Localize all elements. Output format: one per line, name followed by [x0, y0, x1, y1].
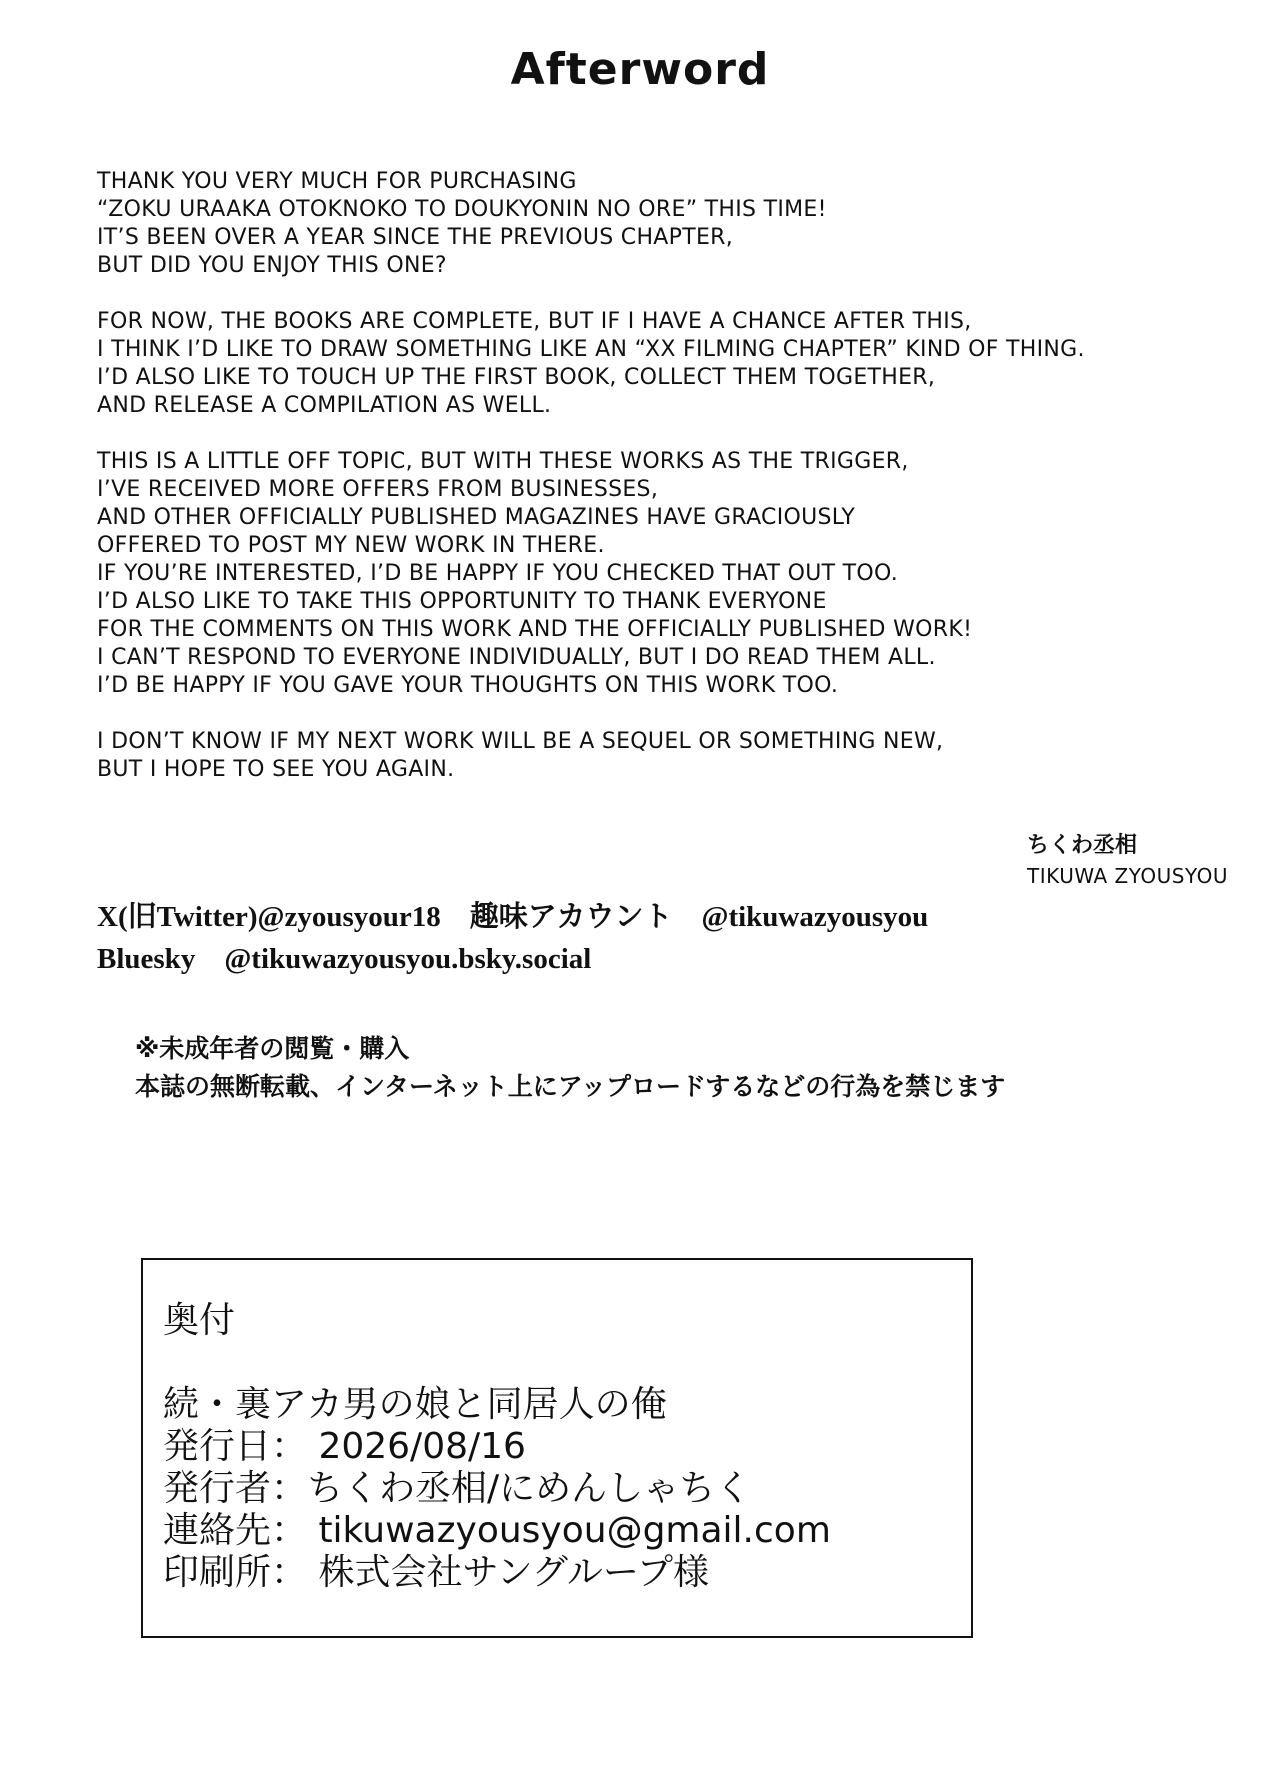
paragraph: [97, 308, 1217, 420]
social-links: [97, 896, 928, 980]
page-title: Afterword: [510, 44, 770, 95]
text-line: FOR NOW, THE BOOKS ARE COMPLETE, BUT IF I HAVE A CHANCE AFTER THIS,: [97, 309, 972, 334]
paragraph: [97, 168, 1217, 280]
text-line: I CAN’T RESPOND TO EVERYONE INDIVIDUALLY, BUT I DO READ THEM ALL.: [97, 645, 936, 670]
text-line: AND OTHER OFFICIALLY PUBLISHED MAGAZINES HAVE GRACIOUSLY: [97, 505, 856, 530]
text-line: “ZOKU URAAKA OTOKNOKO TO DOUKYONIN NO ORE” THIS TIME!: [97, 197, 827, 222]
text-line: I DON’T KNOW IF MY NEXT WORK WILL BE A SEQUEL OR SOMETHING NEW,: [97, 729, 944, 754]
text-line: OFFERED TO POST MY NEW WORK IN THERE.: [97, 533, 605, 558]
author-signature-jp: ちくわ丞相: [1027, 832, 1138, 858]
text-line: IF YOU’RE INTERESTED, I’D BE HAPPY IF YOU CHECKED THAT OUT TOO.: [97, 561, 899, 586]
colophon-title: 続・裏アカ男の娘と同居人の俺: [163, 1384, 667, 1425]
colophon-heading: 奥付: [163, 1300, 236, 1341]
text-line: I’D ALSO LIKE TO TAKE THIS OPPORTUNITY TO THANK EVERYONE: [97, 589, 827, 614]
colophon-printer: 印刷所： 株式会社サングループ様: [163, 1552, 710, 1593]
social-line-bluesky: Bluesky @tikuwazyousyou.bsky.social: [97, 943, 592, 975]
text-line: FOR THE COMMENTS ON THIS WORK AND THE OFFICIALLY PUBLISHED WORK!: [97, 617, 973, 642]
text-line: AND RELEASE A COMPILATION AS WELL.: [97, 393, 552, 418]
text-line: BUT I HOPE TO SEE YOU AGAIN.: [97, 757, 455, 782]
text-line: I THINK I’D LIKE TO DRAW SOMETHING LIKE AN “XX FILMING CHAPTER” KIND OF THING.: [97, 337, 1085, 362]
social-line-x: X(旧Twitter)@zyousyour18 趣味アカウント @tikuwazyousyou: [97, 901, 929, 933]
text-line: IT’S BEEN OVER A YEAR SINCE THE PREVIOUS CHAPTER,: [97, 225, 734, 250]
text-line: THANK YOU VERY MUCH FOR PURCHASING: [97, 169, 577, 194]
afterword-body: [97, 168, 1217, 812]
text-line: THIS IS A LITTLE OFF TOPIC, BUT WITH THESE WORKS AS THE TRIGGER,: [97, 449, 909, 474]
paragraph: [97, 448, 1217, 700]
text-line: BUT DID YOU ENJOY THIS ONE?: [97, 253, 447, 278]
colophon-publish-date: 発行日： 2026/08/16: [163, 1426, 526, 1467]
paragraph: [97, 728, 1217, 784]
colophon-box: [141, 1258, 973, 1638]
notice-line: ※未成年者の閲覧・購入: [135, 1034, 410, 1063]
colophon-contact: 連絡先： tikuwazyousyou@gmail.com: [163, 1510, 831, 1551]
text-line: I’D BE HAPPY IF YOU GAVE YOUR THOUGHTS ON THIS WORK TOO.: [97, 673, 839, 698]
colophon-publisher: 発行者：ちくわ丞相/にめんしゃちく: [163, 1468, 752, 1509]
notice-line: 本誌の無断転載、インターネット上にアップロードするなどの行為を禁じます: [135, 1072, 1006, 1101]
legal-notice: [135, 1030, 1005, 1106]
text-line: I’D ALSO LIKE TO TOUCH UP THE FIRST BOOK, COLLECT THEM TOGETHER,: [97, 365, 936, 390]
author-signature-en: TIKUWA ZYOUSYOU: [1027, 864, 1228, 888]
text-line: I’VE RECEIVED MORE OFFERS FROM BUSINESSES,: [97, 477, 659, 502]
